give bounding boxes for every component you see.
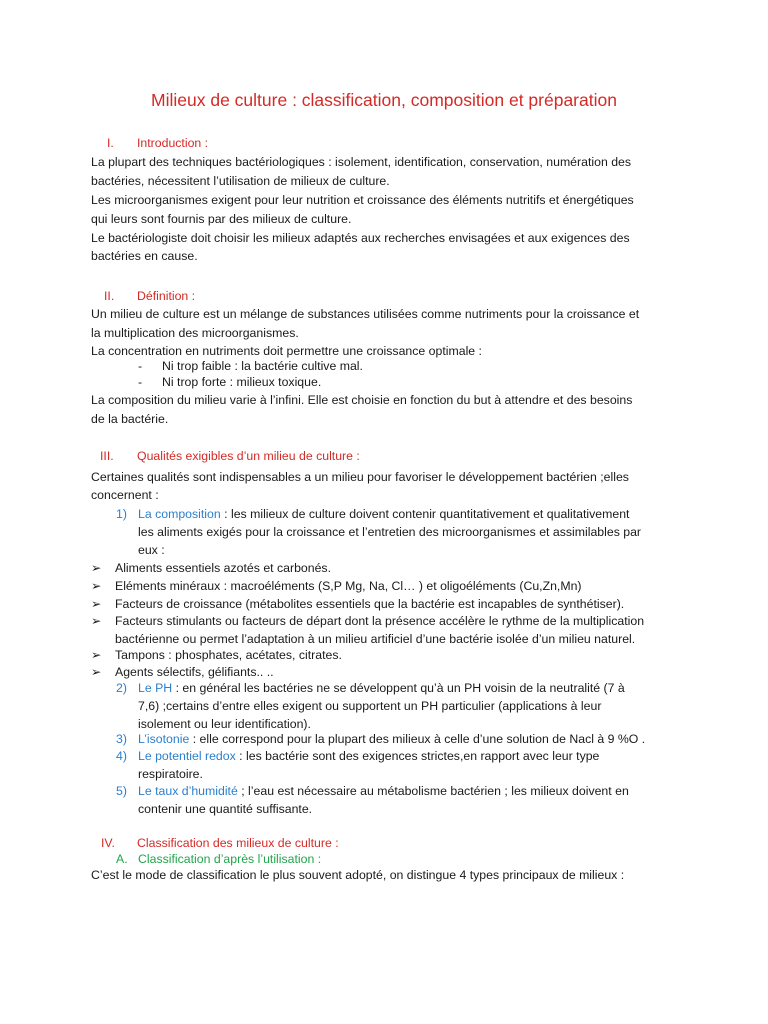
arrow-bullet-icon: ➢ [91, 561, 102, 575]
s1-line-6: bactéries en cause. [91, 249, 198, 263]
item-4-text: : les bactérie sont des exigences strictes,en rapport avec leur type [235, 749, 600, 763]
s1-line-5: Le bactériologiste doit choisir les milieux adaptés aux recherches envisagées et aux exigences des [91, 231, 630, 245]
item-3-text: : elle correspond pour la plupart des milieux à celle d’une solution de Nacl à 9 %O . [189, 732, 646, 746]
s1-line-2: bactéries, nécessitent l’utilisation de milieux de culture. [91, 174, 390, 188]
item-3-label: L’isotonie [138, 732, 190, 746]
item-5-cont-1: contenir une quantité suffisante. [138, 802, 313, 816]
section-3-number: III. [100, 449, 114, 463]
dash-bullet: - [138, 375, 143, 389]
item-5-text: ; l’eau est nécessaire au métabolisme bactérien ; les milieux doivent en [237, 784, 629, 798]
arrow-bullet-icon: ➢ [91, 597, 102, 611]
document-title: Milieux de culture : classification, composition et préparation [151, 90, 617, 110]
item-1 [138, 505, 629, 523]
subsection-a-heading: Classification d’après l’utilisation : [138, 852, 322, 866]
dash-item-2: Ni trop forte : milieux toxique. [162, 375, 322, 389]
item-4-label: Le potentiel redox [138, 749, 236, 763]
arrow-item-4-cont: bactérienne ou permet l’adaptation à un milieu artificiel d’une bactérie isolée d’un milieu naturel. [115, 632, 636, 646]
item-1-number: 1) [116, 507, 127, 521]
s1-line-1: La plupart des techniques bactériologiques : isolement, identification, conservation, numération des [91, 155, 632, 169]
section-1-number: I. [107, 136, 114, 150]
s3-intro-2: concernent : [91, 488, 159, 502]
arrow-bullet-icon: ➢ [91, 648, 102, 662]
section-2-heading: Définition : [137, 289, 196, 303]
arrow-bullet-icon: ➢ [91, 579, 102, 593]
subsection-a-number: A. [116, 852, 128, 866]
s2-after-2: de la bactérie. [91, 412, 169, 426]
section-2-number: II. [104, 289, 115, 303]
dash-item-1: Ni trop faible : la bactérie cultive mal. [162, 359, 363, 373]
item-1-text: : les milieux de culture doivent contenir quantitativement et qualitativement [220, 507, 630, 521]
s1-line-4: qui leurs sont fournis par des milieux de culture. [91, 212, 352, 226]
section-1-heading: Introduction : [137, 136, 209, 150]
section-3-heading: Qualités exigibles d’un milieu de culture : [137, 449, 360, 463]
item-5 [138, 782, 629, 800]
item-2-cont-1: 7,6) ;certains d’entre elles exigent ou supportent un PH particulier (applications à leur [138, 699, 602, 713]
section-4-number: IV. [101, 836, 115, 850]
arrow-bullet-icon: ➢ [91, 665, 102, 679]
item-4 [138, 747, 599, 765]
item-2-label: Le PH [138, 681, 173, 695]
item-3-number: 3) [116, 732, 127, 746]
s2-line-1: Un milieu de culture est un mélange de substances utilisées comme nutriments pour la croissance et [91, 307, 640, 321]
arrow-item-1: ➢ Aliments essentiels azotés et carbonés. [91, 561, 331, 575]
arrow-item-2: ➢ Eléments minéraux : macroéléments (S,P Mg, Na, Cl… ) et oligoéléments (Cu,Zn,Mn) [91, 579, 582, 593]
s2-after-1: La composition du milieu varie à l’infini. Elle est choisie en fonction du but à attendre et des besoins [91, 393, 633, 407]
s1-line-3: Les microorganismes exigent pour leur nutrition et croissance des éléments nutritifs et énergétiques [91, 193, 634, 207]
item-4-number: 4) [116, 749, 127, 763]
section-4-heading: Classification des milieux de culture : [137, 836, 339, 850]
s2-line-3: La concentration en nutriments doit permettre une croissance optimale : [91, 344, 482, 358]
arrow-bullet-icon: ➢ [91, 614, 102, 628]
s3-intro-1: Certaines qualités sont indispensables a un milieu pour favoriser le développement bactérien ;elles [91, 470, 629, 484]
arrow-item-3: ➢ Facteurs de croissance (métabolites essentiels que la bactérie est incapables de synthétiser). [91, 597, 625, 611]
item-2-number: 2) [116, 681, 127, 695]
item-4-cont-1: respiratoire. [138, 767, 203, 781]
s4-line-1: C’est le mode de classification le plus souvent adopté, on distingue 4 types principaux de milieux : [91, 868, 625, 882]
item-5-number: 5) [116, 784, 127, 798]
dash-bullet: - [138, 359, 143, 373]
arrow-item-6: ➢ Agents sélectifs, gélifiants.. .. [91, 665, 274, 679]
item-1-cont-2: eux : [138, 543, 165, 557]
item-2 [138, 679, 625, 697]
item-2-cont-2: isolement ou leur identification). [138, 717, 311, 731]
arrow-item-4: ➢ Facteurs stimulants ou facteurs de départ dont la présence accélère le rythme de la multiplication [91, 614, 645, 628]
item-3 [138, 730, 645, 748]
s2-line-2: la multiplication des microorganismes. [91, 326, 299, 340]
arrow-item-5: ➢ Tampons : phosphates, acétates, citrates. [91, 648, 342, 662]
item-2-text: : en général les bactéries ne se développent qu’à un PH voisin de la neutralité (7 à [172, 681, 625, 695]
item-1-cont-1: les aliments exigés pour la croissance et l’entretien des microorganismes et assimilables par [138, 525, 642, 539]
item-1-label: La composition [138, 507, 221, 521]
item-5-label: Le taux d’humidité [138, 784, 238, 798]
